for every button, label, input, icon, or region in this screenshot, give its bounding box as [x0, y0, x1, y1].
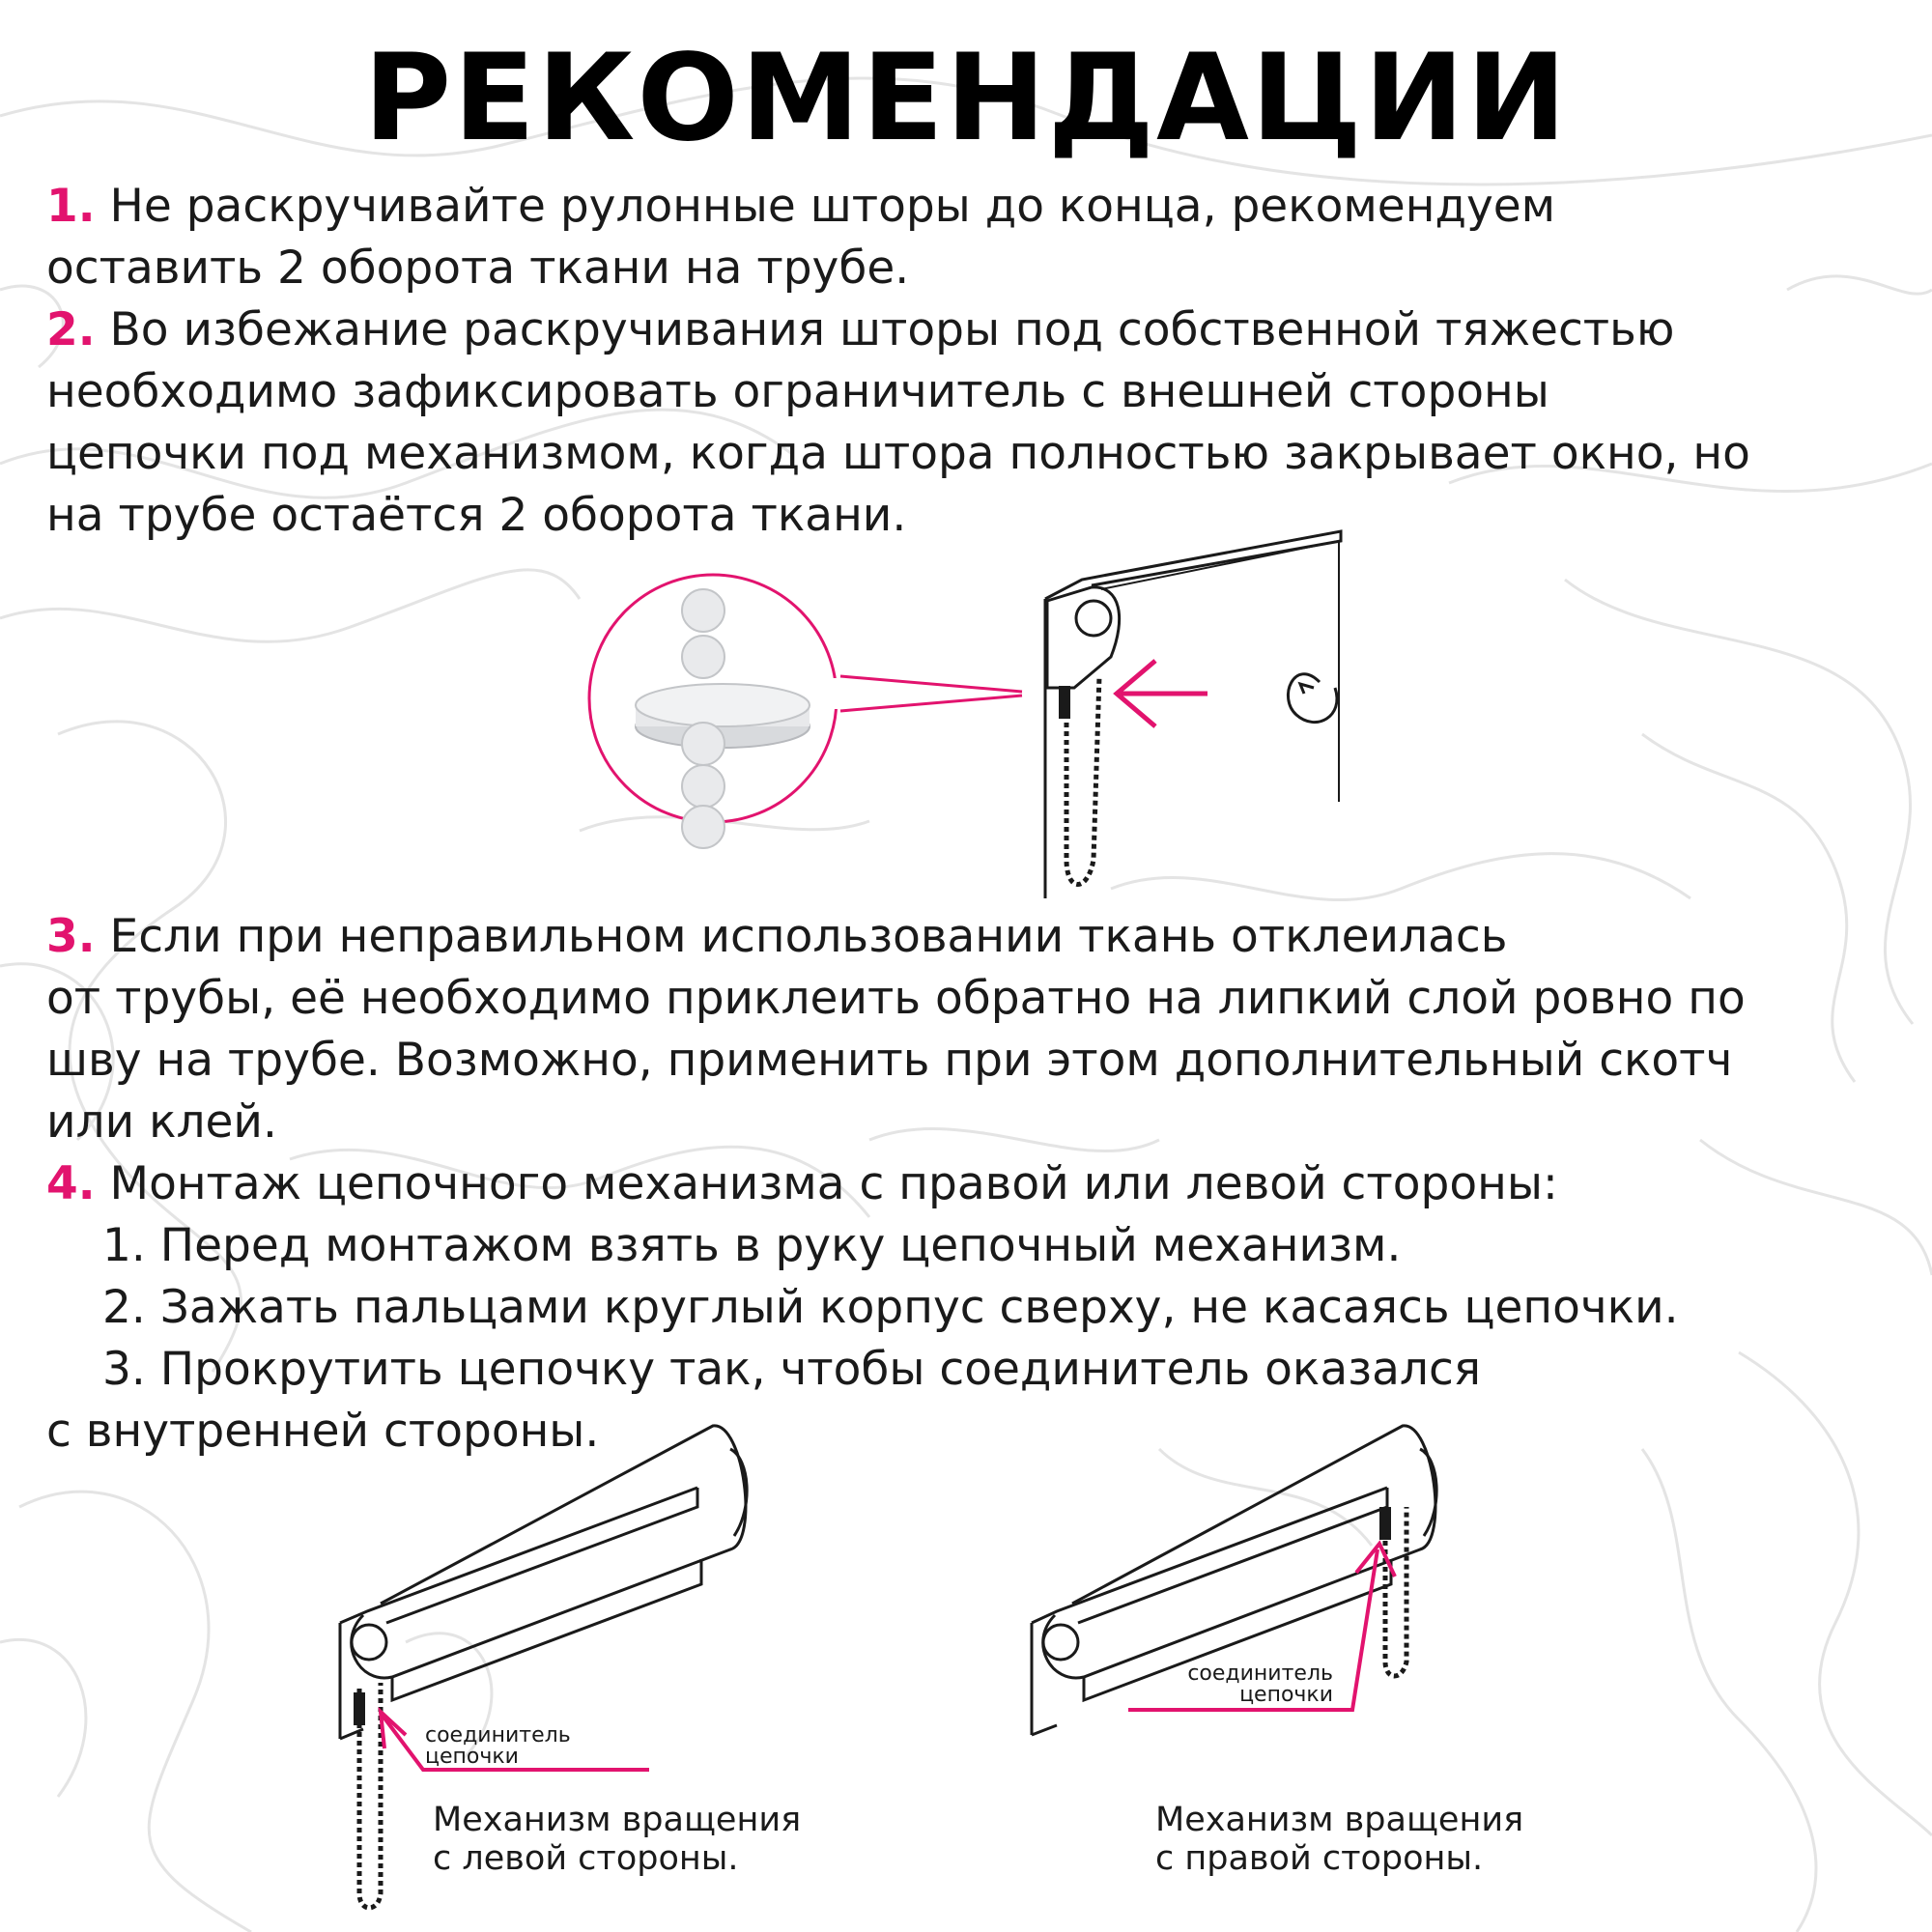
- left-caption-line-2: с левой стороны.: [433, 1839, 739, 1878]
- item-4-step-1: 1. Перед монтажом взять в руку цепочный механизм.: [102, 1219, 1402, 1272]
- page-title: РЕКОМЕНДАЦИИ: [363, 29, 1569, 168]
- right-caption: [1155, 1801, 1523, 1878]
- right-caption-line-2: с правой стороны.: [1155, 1839, 1484, 1878]
- right-connector-label: [1159, 1663, 1333, 1706]
- item-1-number: 1.: [46, 180, 96, 233]
- left-connector-label: [425, 1725, 618, 1768]
- left-connector-label-line-1: соединитель: [425, 1723, 571, 1747]
- left-caption-line-1: Механизм вращения: [433, 1801, 802, 1839]
- item-2-line-2: необходимо зафиксировать ограничитель с внешней стороны: [46, 365, 1549, 418]
- left-caption: [433, 1801, 801, 1878]
- item-1-line-2: оставить 2 оборота ткани на трубе.: [46, 242, 910, 295]
- item-4-text: Монтаж цепочного механизма с правой или левой стороны:: [109, 1157, 1558, 1210]
- item-4-tail: с внутренней стороны.: [46, 1405, 600, 1458]
- item-2-number: 2.: [46, 303, 96, 356]
- item-3-line-3: шву на трубе. Возможно, применить при этом дополнительный скотч: [46, 1034, 1733, 1087]
- item-3-number: 3.: [46, 910, 96, 963]
- item-2-line-4: на трубе остаётся 2 оборота ткани.: [46, 489, 907, 542]
- item-2-text: Во избежание раскручивания шторы под собственной тяжестью: [109, 303, 1675, 356]
- item-4-number: 4.: [46, 1157, 96, 1210]
- item-2-line-3: цепочки под механизмом, когда штора полностью закрывает окно, но: [46, 427, 1750, 480]
- item-1-text: Не раскручивайте рулонные шторы до конца, рекомендуем: [109, 180, 1556, 233]
- left-mechanism-diagram: [340, 1426, 747, 1739]
- right-connector-label-line-2: цепочки: [1239, 1683, 1333, 1707]
- left-connector-label-line-2: цепочки: [425, 1745, 519, 1769]
- item-3-line-2: от трубы, её необходимо приклеить обратно на липкий слой ровно по: [46, 972, 1746, 1025]
- item-3-line-4: или клей.: [46, 1095, 277, 1149]
- right-caption-line-1: Механизм вращения: [1155, 1801, 1524, 1839]
- item-4-step-3: 3. Прокрутить цепочку так, чтобы соединитель оказался: [102, 1343, 1482, 1396]
- item-4-step-2: 2. Зажать пальцами круглый корпус сверху, не касаясь цепочки.: [102, 1281, 1679, 1334]
- item-3-text: Если при неправильном использовании ткань отклеилась: [109, 910, 1508, 963]
- right-connector-label-line-1: соединитель: [1187, 1662, 1333, 1686]
